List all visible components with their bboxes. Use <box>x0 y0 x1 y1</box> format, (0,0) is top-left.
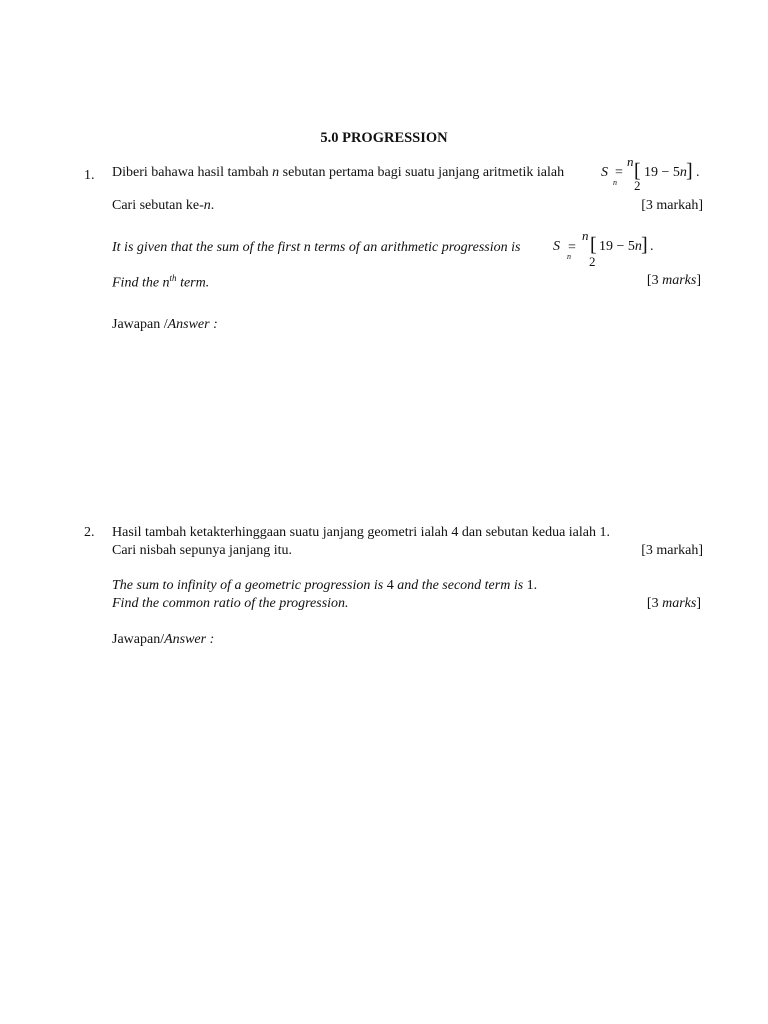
formula-numer: n <box>627 154 634 169</box>
q1-answer-label <box>112 318 218 332</box>
q2-english-line1-post: . <box>533 578 538 593</box>
q1-malay-task-post: . <box>210 198 215 213</box>
page-title: 5.0 PROGRESSION <box>320 130 448 146</box>
formula-denom: 2 <box>589 254 596 269</box>
q2-english-line1-mid: and the second term is <box>393 578 527 593</box>
formula-body <box>644 166 687 180</box>
q1-malay-text <box>112 166 564 180</box>
formula-dot: . <box>696 165 700 180</box>
q1-malay-var: n <box>272 165 280 180</box>
q1-english-marks-word: marks <box>662 273 697 288</box>
formula-eq: = <box>615 165 623 180</box>
q1-english-task <box>112 274 209 291</box>
formula-open: [ <box>590 234 597 256</box>
q1-malay-text-pre: Diberi bahawa hasil tambah <box>112 165 273 180</box>
formula-close: ] <box>641 234 648 256</box>
q1-english-task-pre: Find the n <box>112 275 170 291</box>
q1-malay-task <box>112 199 214 213</box>
formula-s: S <box>553 239 560 254</box>
formula-body <box>599 240 642 254</box>
q2-english-line1 <box>112 579 537 593</box>
q2-english-line1-num1: 4 <box>386 578 394 593</box>
formula-sub: n <box>567 252 571 261</box>
q2-english-line1-num2: 1 <box>526 578 534 593</box>
formula-denom: 2 <box>634 178 641 193</box>
formula-body-num: 19 − 5 <box>599 239 635 254</box>
q1-malay-task-var: n <box>203 198 211 213</box>
q1-malay-formula <box>600 155 710 195</box>
q2-english-marks-word: marks <box>662 596 697 611</box>
q2-english-line2: Find the common ratio of the progression. <box>112 596 349 611</box>
q1-number: 1. <box>84 168 95 183</box>
q1-english-marks <box>600 274 701 288</box>
q1-malay-text-post: sebutan pertama bagi suatu janjang aritmetik ialah <box>279 165 565 180</box>
formula-eq: = <box>568 240 576 255</box>
q2-answer-label-italic: Answer : <box>164 632 215 647</box>
q1-malay-task-pre: Cari sebutan ke- <box>112 198 204 213</box>
formula-open: [ <box>634 160 641 182</box>
q1-english-text: It is given that the sum of the first n terms of an arithmetic progression is <box>112 240 521 255</box>
q2-english-marks-close: ] <box>696 596 701 611</box>
q1-english-task-sup: th <box>169 273 177 283</box>
q2-number: 2. <box>84 525 95 540</box>
q1-answer-label-plain: Jawapan / <box>112 317 168 332</box>
q1-english-marks-close: ] <box>696 273 701 288</box>
q2-english-marks <box>600 597 701 611</box>
q1-malay-marks: [3 markah] <box>641 198 703 213</box>
formula-close: ] <box>686 160 693 182</box>
formula-body-var: n <box>679 165 687 180</box>
formula-numer: n <box>582 228 589 243</box>
q2-answer-label-plain: Jawapan/ <box>112 632 165 647</box>
q2-english-line1-pre: The sum to infinity of a geometric progression is <box>112 578 387 593</box>
q1-english-formula <box>552 229 662 269</box>
q1-english-task-post: term. <box>176 275 210 291</box>
formula-s: S <box>601 165 608 180</box>
formula-dot: . <box>650 239 654 254</box>
q2-malay-line1: Hasil tambah ketakterhinggaan suatu janjang geometri ialah 4 dan sebutan kedua ialah 1. <box>112 525 610 540</box>
q2-answer-label <box>112 633 214 647</box>
q2-malay-marks: [3 markah] <box>641 543 703 558</box>
q1-answer-label-italic: Answer : <box>167 317 218 332</box>
formula-body-num: 19 − 5 <box>644 165 680 180</box>
formula-sub: n <box>613 178 617 187</box>
q2-english-marks-open: [3 <box>646 596 663 611</box>
q1-english-marks-open: [3 <box>646 273 663 288</box>
q2-malay-line2: Cari nisbah sepunya janjang itu. <box>112 543 293 558</box>
formula-body-var: n <box>634 239 642 254</box>
